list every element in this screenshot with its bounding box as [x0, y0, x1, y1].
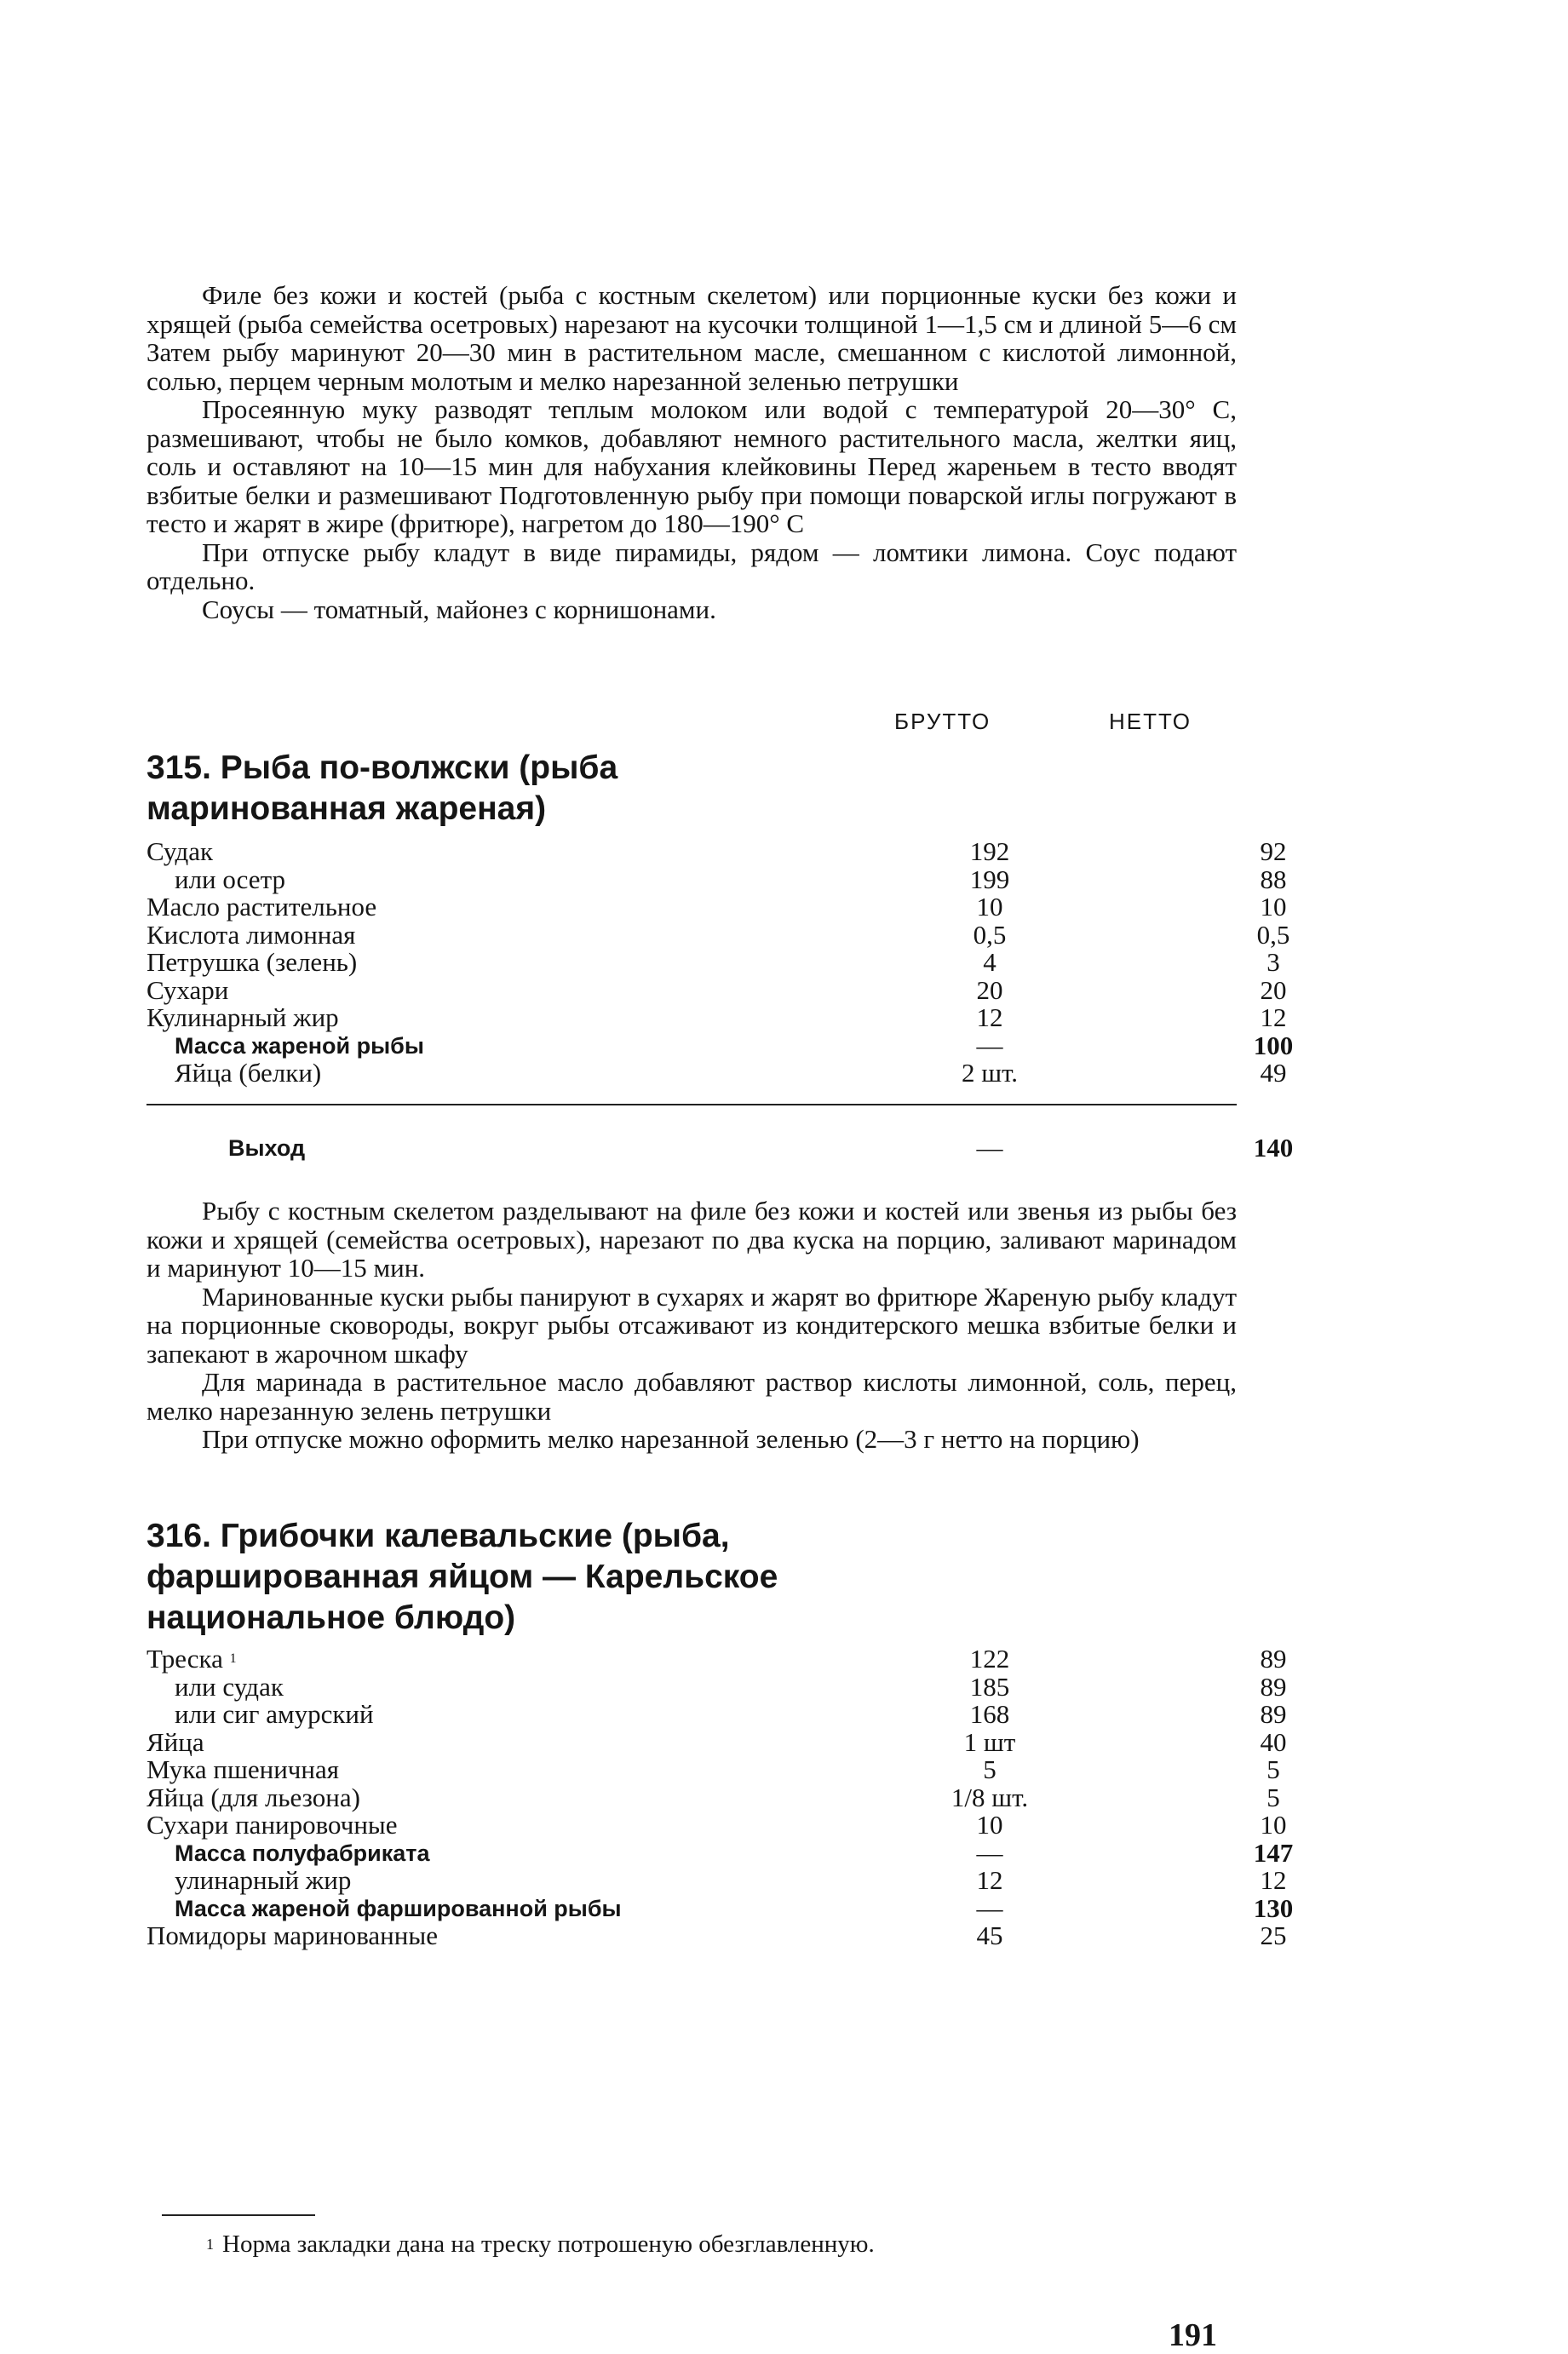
- netto-value: 12: [1260, 1865, 1287, 1895]
- ingredient-name: Сухари панировочные: [146, 1810, 398, 1840]
- column-header-netto: НЕТТО: [1109, 709, 1192, 734]
- netto-value: 5: [1266, 1754, 1280, 1784]
- netto-value: 49: [1260, 1058, 1287, 1088]
- ingredient-name: Яйца (белки): [175, 1058, 322, 1088]
- brutto-value: 185: [969, 1671, 1010, 1702]
- ingredient-name: или осетр: [175, 864, 285, 894]
- brutto-value: 12: [976, 1865, 1003, 1895]
- recipe-315-ingredients: [146, 836, 1294, 1088]
- brutto-value: 199: [969, 864, 1010, 894]
- brutto-value: 0,5: [973, 919, 1007, 950]
- ingredient-row: [146, 1782, 1280, 1812]
- brutto-value: 4: [983, 947, 997, 977]
- recipe-316-ingredients: [146, 1644, 1294, 1950]
- recipe-315-yield: [146, 1133, 1294, 1163]
- paragraph: Для маринада в растительное масло добавляют раствор кислоты лимонной, соль, перец, мелко нарезанную зелень петрушки: [146, 1367, 1237, 1426]
- footnote-text: Норма закладки дана на треску потрошеную обезглавленную.: [222, 2231, 875, 2258]
- ingredient-row: [146, 1671, 1287, 1702]
- brutto-value: 2 шт.: [961, 1058, 1019, 1088]
- paragraph: Соусы — томатный, майонез с корнишонами.: [202, 594, 716, 624]
- ingredient-name: Масса полуфабриката: [175, 1840, 430, 1866]
- ingredient-row: [146, 1810, 1287, 1840]
- ingredient-name: Масса жареной рыбы: [175, 1032, 424, 1059]
- netto-value: 10: [1260, 1810, 1287, 1840]
- recipe-315-title: 315. Рыба по-волжски (рыба маринованная жареная): [146, 749, 618, 827]
- ingredient-name: или сиг амурский: [175, 1699, 374, 1729]
- ingredient-row: [146, 919, 1290, 950]
- ingredient-row: [146, 836, 1287, 866]
- ingredient-row: [146, 892, 1287, 922]
- ingredient-row: [146, 864, 1287, 894]
- recipe-315-method: [146, 1197, 1237, 1454]
- netto-value: 0,5: [1256, 919, 1290, 950]
- ingredient-label: Треска: [146, 1644, 223, 1674]
- yield-netto: 140: [1253, 1133, 1294, 1163]
- footnote: [206, 2230, 875, 2259]
- brutto-value: 1 шт: [963, 1726, 1016, 1757]
- paragraph: Просеянную муку разводят теплым молоком или водой с температурой 20—30° С, размешивают, чтобы не было комков, добавляют немного растительного масла, желтки яиц, соль и оставляют на 10—15 мин для набухания клейковины Перед жареньем в тесто вводят взбитые белки и размешивают Подготовленную рыбу при помощи поварской иглы погружают в тесто и жарят в жире (фритюре), нагретом до 180—190° С: [146, 394, 1237, 538]
- ingredient-name: или судак: [175, 1671, 284, 1702]
- netto-value: 130: [1253, 1892, 1294, 1923]
- netto-value: 3: [1266, 947, 1280, 977]
- ingredient-row: [146, 947, 1280, 977]
- brutto-value: 12: [976, 1002, 1003, 1032]
- footnote-mark: 1: [206, 2236, 214, 2253]
- paragraph: При отпуске можно оформить мелко нарезанной зеленью (2—3 г нетто на порцию): [202, 1424, 1140, 1454]
- table-rule: [146, 1104, 1237, 1105]
- ingredient-row: [146, 974, 1287, 1005]
- netto-value: 89: [1260, 1699, 1287, 1729]
- netto-value: 10: [1260, 892, 1287, 922]
- footnote-mark: 1: [229, 1651, 237, 1666]
- ingredient-row: [146, 1058, 1287, 1088]
- brutto-value: 10: [976, 1810, 1003, 1840]
- netto-value: 20: [1260, 974, 1287, 1005]
- intro-text: [146, 281, 1237, 623]
- brutto-value: 20: [976, 974, 1003, 1005]
- brutto-value: 192: [969, 836, 1010, 866]
- ingredient-row: [146, 1865, 1287, 1895]
- ingredient-name: Кулинарный жир: [146, 1002, 339, 1032]
- paragraph: Маринованные куски рыбы панируют в сухарях и жарят во фритюре Жареную рыбу кладут на порционные сковороды, вокруг рыбы отсаживают из кондитерского мешка взбитые белки и запекают в жарочном шкафу: [146, 1281, 1237, 1369]
- ingredient-row: [146, 1754, 1280, 1784]
- netto-value: 100: [1253, 1030, 1294, 1060]
- paragraph: Филе без кожи и костей (рыба с костным скелетом) или порционные куски без кожи и хрящей (рыба семейства осетровых) нарезают на кусочки толщиной 1—1,5 см и длиной 5—6 см Затем рыбу маринуют 20—30 мин в растительном масле, смешанном с кислотой лимонной, солью, перцем черным молотым и мелко нарезанной зеленью петрушки: [146, 280, 1237, 396]
- brutto-value: 122: [969, 1644, 1010, 1674]
- netto-value: 88: [1260, 864, 1287, 894]
- ingredient-name: Яйца: [146, 1726, 204, 1757]
- netto-value: 89: [1260, 1671, 1287, 1702]
- netto-value: 40: [1260, 1726, 1287, 1757]
- brutto-value: 1/8 шт.: [951, 1782, 1029, 1812]
- ingredient-row-subtotal: [146, 1837, 1294, 1868]
- brutto-value: 5: [983, 1754, 997, 1784]
- ingredient-name: [146, 1645, 237, 1674]
- recipe-316-title: 316. Грибочки калевальские (рыба, фаршированная яйцом — Карельское национальное блюдо): [146, 1518, 778, 1636]
- brutto-value: —: [976, 1837, 1003, 1868]
- ingredient-row: [146, 1644, 1287, 1674]
- netto-value: 5: [1266, 1782, 1280, 1812]
- netto-value: 25: [1260, 1921, 1287, 1950]
- ingredient-row: [146, 1726, 1287, 1757]
- brutto-value: 168: [969, 1699, 1010, 1729]
- ingredient-name: Сухари: [146, 974, 229, 1005]
- netto-value: 147: [1253, 1837, 1294, 1868]
- ingredient-name: Кислота лимонная: [146, 919, 356, 950]
- ingredient-row: [146, 1699, 1287, 1729]
- ingredient-row-subtotal: [146, 1892, 1294, 1923]
- netto-value: 12: [1260, 1002, 1287, 1032]
- paragraph: Рыбу с костным скелетом разделывают на филе без кожи и костей или звенья из рыбы без кожи и хрящей (семейства осетровых), нарезают по два куска на порцию, заливают маринадом и маринуют 10—15 мин.: [146, 1196, 1237, 1283]
- footnote-rule: [162, 2214, 315, 2216]
- ingredient-name: Масло растительное: [146, 892, 377, 922]
- ingredient-row-subtotal: [146, 1030, 1294, 1060]
- brutto-value: 10: [976, 892, 1003, 922]
- ingredient-name: Петрушка (зелень): [146, 947, 358, 977]
- ingredient-name: Яйца (для льезона): [146, 1782, 360, 1812]
- ingredient-name: Помидоры маринованные: [146, 1921, 438, 1950]
- netto-value: 89: [1260, 1644, 1287, 1674]
- ingredient-row: [146, 1921, 1287, 1950]
- netto-value: 92: [1260, 836, 1287, 866]
- column-header-brutto: БРУТТО: [894, 709, 991, 734]
- ingredient-row: [146, 1002, 1287, 1032]
- yield-brutto: —: [976, 1133, 1003, 1163]
- yield-label: Выход: [228, 1135, 306, 1161]
- ingredient-name: Масса жареной фаршированной рыбы: [175, 1895, 622, 1921]
- ingredient-name: улинарный жир: [175, 1865, 352, 1895]
- ingredient-name: Судак: [146, 836, 214, 866]
- page-number: 191: [1169, 2317, 1217, 2353]
- brutto-value: —: [976, 1030, 1003, 1060]
- brutto-value: 45: [976, 1921, 1003, 1950]
- paragraph: При отпуске рыбу кладут в виде пирамиды, рядом — ломтики лимона. Соус подают отдельно.: [146, 537, 1237, 595]
- brutto-value: —: [976, 1892, 1003, 1923]
- ingredient-name: Мука пшеничная: [146, 1754, 339, 1784]
